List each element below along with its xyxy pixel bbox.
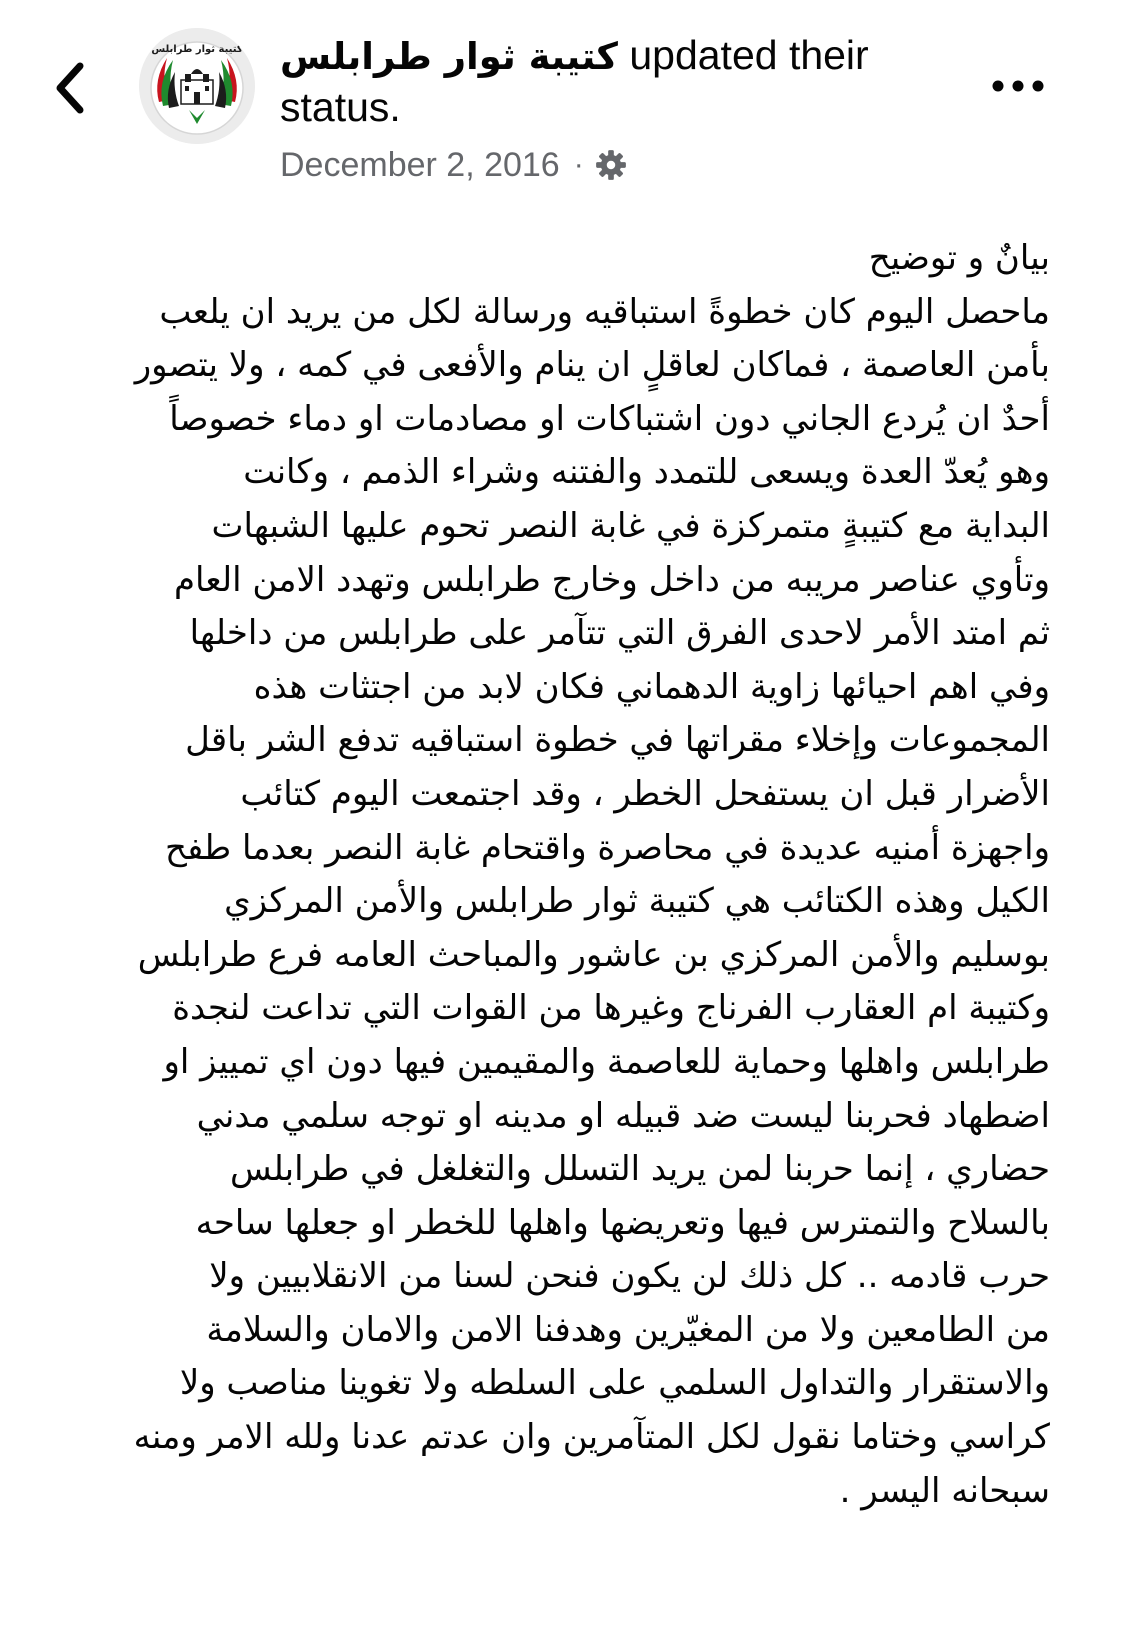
post-line: سبحانه اليسر . <box>839 1470 1050 1511</box>
chevron-left-icon <box>52 62 86 114</box>
logo-text: كتيبة ثوار طرابلس <box>151 44 243 55</box>
avatar[interactable] <box>139 28 255 144</box>
back-button[interactable] <box>44 56 94 120</box>
post-line: من الطامعين ولا من المغيّرين وهدفنا الامن والامان والسلامة <box>206 1309 1050 1350</box>
post-meta <box>280 30 960 186</box>
post-line: وكتيبة ام العقارب الفرناج وغيرها من القوات التي تداعت لنجدة <box>172 988 1050 1029</box>
post-body <box>30 232 1050 1518</box>
post-line: والاستقرار والتداول السلمي على السلطه ولا تغوينا مناصب ولا <box>179 1363 1050 1404</box>
post-line: وتأوي عناصر مريبه من داخل وخارج طرابلس وتهدد الامن العام <box>173 559 1050 600</box>
post-line: طرابلس واهلها وحماية للعاصمة والمقيمين فيها دون اي تمييز او <box>163 1041 1050 1082</box>
post-line: حضاري ، إنما حربنا لمن يريد التسلل والتغلغل في طرابلس <box>230 1149 1050 1190</box>
post-line: واجهزة أمنيه عديدة في محاصرة واقتحام غابة النصر بعدما طفح <box>165 827 1050 868</box>
post-line: ثم امتد الأمر لاحدى الفرق التي تتآمر على طرابلس من داخلها <box>189 613 1050 654</box>
post-line: وهو يُعدّ العدة ويسعى للتمدد والفتنه وشراء الذمم ، وكانت <box>243 452 1050 493</box>
post-line: الكيل وهذه الكتائب هي كتيبة ثوار طرابلس والأمن المركزي <box>224 881 1050 922</box>
post-line: الأضرار قبل ان يستفحل الخطر ، وقد اجتمعت اليوم كتائب <box>240 773 1050 814</box>
post-line: المجموعات وإخلاء مقراتها في خطوة استباقيه تدفع الشر باقل <box>185 720 1050 761</box>
author-name[interactable]: كتيبة ثوار طرابلس <box>280 35 618 78</box>
post-line: اضطهاد فحربنا ليست ضد قبيله او مدينه او توجه سلمي مدني <box>196 1095 1050 1136</box>
more-dots-icon <box>988 76 1048 96</box>
post-line: حرب قادمه .. كل ذلك لن يكون فنحن لسنا من الانقلابيين ولا <box>209 1256 1050 1297</box>
gear-icon[interactable] <box>594 148 628 182</box>
post-line: أحدٌ ان يُردع الجاني دون اشتباكات او مصادمات او دماء خصوصاً <box>169 398 1050 439</box>
post-line: وفي اهم احيائها زاوية الدهماني فكان لابد من اجتثات هذه <box>253 666 1050 707</box>
post-line: بوسليم والأمن المركزي بن عاشور والمباحث العامه فرع طرابلس <box>137 934 1050 975</box>
post-line: بيانٌ و توضيح <box>868 238 1050 278</box>
brigade-logo <box>139 28 255 144</box>
post-line: كراسي وختاما نقول لكل المتآمرين وان عدتم عدنا ولله الامر ومنه <box>133 1417 1050 1458</box>
post-line: ماحصل اليوم كان خطوةً استباقيه ورسالة لكل من يريد ان يلعب <box>159 291 1050 332</box>
post-headline <box>280 30 960 132</box>
post-line: بأمن العاصمة ، فماكان لعاقلٍ ان ينام والأفعى في كمه ، ولا يتصور <box>134 345 1050 386</box>
separator-dot: · <box>573 148 584 181</box>
post-date[interactable]: December 2, 2016 <box>280 145 560 184</box>
post-line: البداية مع كتيبةٍ متمركزة في غابة النصر تحوم عليها الشبهات <box>211 505 1050 546</box>
action-text: updated their status. <box>280 32 869 130</box>
post-line: بالسلاح والتمترس فيها وتعريضها واهلها للخطر او جعلها ساحه <box>195 1202 1050 1243</box>
more-options-button[interactable] <box>982 60 1054 112</box>
post-header <box>0 0 1125 200</box>
post-subline <box>280 144 960 186</box>
